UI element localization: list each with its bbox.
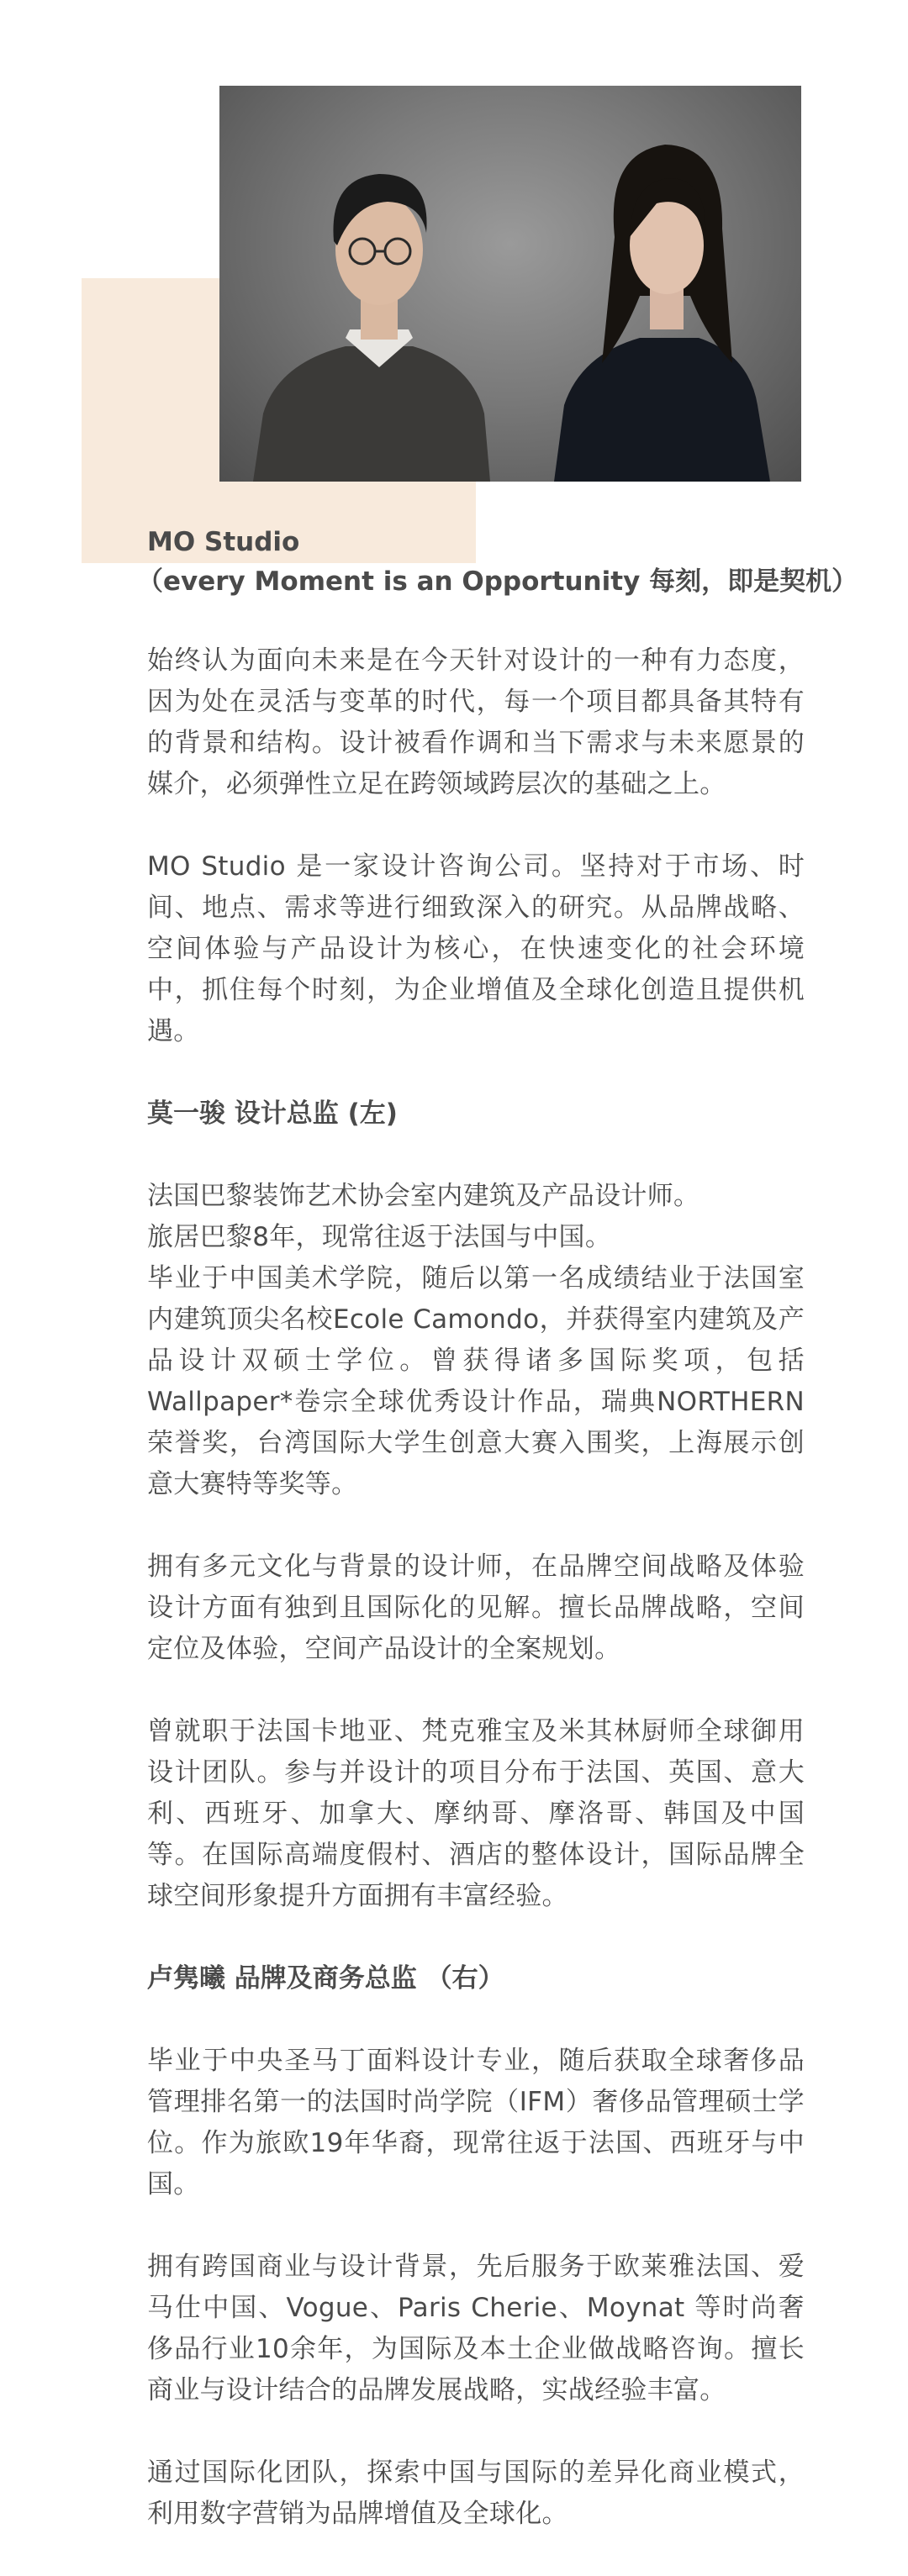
founders-photo bbox=[219, 86, 801, 482]
person1-bio bbox=[147, 1176, 805, 1505]
studio-slogan: （every Moment is an Opportunity 每刻，即是契机） bbox=[137, 566, 858, 597]
studio-title: MO Studio bbox=[147, 527, 300, 557]
bio-line: 毕业于中国美术学院，随后以第一名成绩结业于法国室内建筑顶尖名校Ecole Camondo，并获得室内建筑及产品设计双硕士学位。曾获得诸多国际奖项，包括Wallpaper*卷宗全球优秀设计作品，瑞典NORTHERN荣誉奖，台湾国际大学生创意大赛入围奖，上海展示创意大赛特等奖等。 bbox=[147, 1263, 805, 1499]
person2-heading: 卢隽曦 品牌及商务总监 （右） bbox=[147, 1963, 504, 1994]
person1-paragraph: 曾就职于法国卡地亚、梵克雅宝及米其林厨师全球御用设计团队。参与并设计的项目分布于法国、英国、意大利、西班牙、加拿大、摩纳哥、摩洛哥、韩国及中国等。在国际高端度假村、酒店的整体设计，国际品牌全球空间形象提升方面拥有丰富经验。 bbox=[147, 1716, 805, 1911]
intro-paragraph: 始终认为面向未来是在今天针对设计的一种有力态度，因为处在灵活与变革的时代，每一个项目都具备其特有的背景和结构。设计被看作调和当下需求与未来愿景的媒介，必须弹性立足在跨领域跨层次的基础之上。 bbox=[147, 645, 805, 799]
intro-paragraph: MO Studio 是一家设计咨询公司。坚持对于市场、时间、地点、需求等进行细致深入的研究。从品牌战略、空间体验与产品设计为核心，在快速变化的社会环境中，抓住每个时刻，为企业增值及全球化创造且提供机遇。 bbox=[147, 851, 805, 1046]
person2-paragraph: 拥有跨国商业与设计背景，先后服务于欧莱雅法国、爱马仕中国、Vogue、Paris Cherie、Moynat 等时尚奢侈品行业10余年，为国际及本土企业做战略咨询。擅长商业与设计结合的品牌发展战略，实战经验丰富。 bbox=[147, 2252, 805, 2405]
woman-figure bbox=[554, 145, 770, 482]
person2-paragraph: 通过国际化团队，探索中国与国际的差异化商业模式，利用数字营销为品牌增值及全球化。 bbox=[147, 2457, 805, 2529]
person1-heading: 莫一骏 设计总监 (左) bbox=[147, 1098, 398, 1129]
bio-line: 法国巴黎装饰艺术协会室内建筑及产品设计师。 bbox=[147, 1181, 700, 1211]
article-content bbox=[137, 523, 858, 2576]
man-figure bbox=[253, 174, 490, 482]
person2-paragraph: 毕业于中央圣马丁面料设计专业，随后获取全球奢侈品管理排名第一的法国时尚学院（IFM）奢侈品管理硕士学位。作为旅欧19年华裔，现常往返于法国、西班牙与中国。 bbox=[147, 2046, 805, 2199]
person1-paragraph: 拥有多元文化与背景的设计师，在品牌空间战略及体验设计方面有独到且国际化的见解。擅长品牌战略，空间定位及体验，空间产品设计的全案规划。 bbox=[147, 1551, 805, 1664]
bio-line: 旅居巴黎8年，现常往返于法国与中国。 bbox=[147, 1222, 612, 1252]
